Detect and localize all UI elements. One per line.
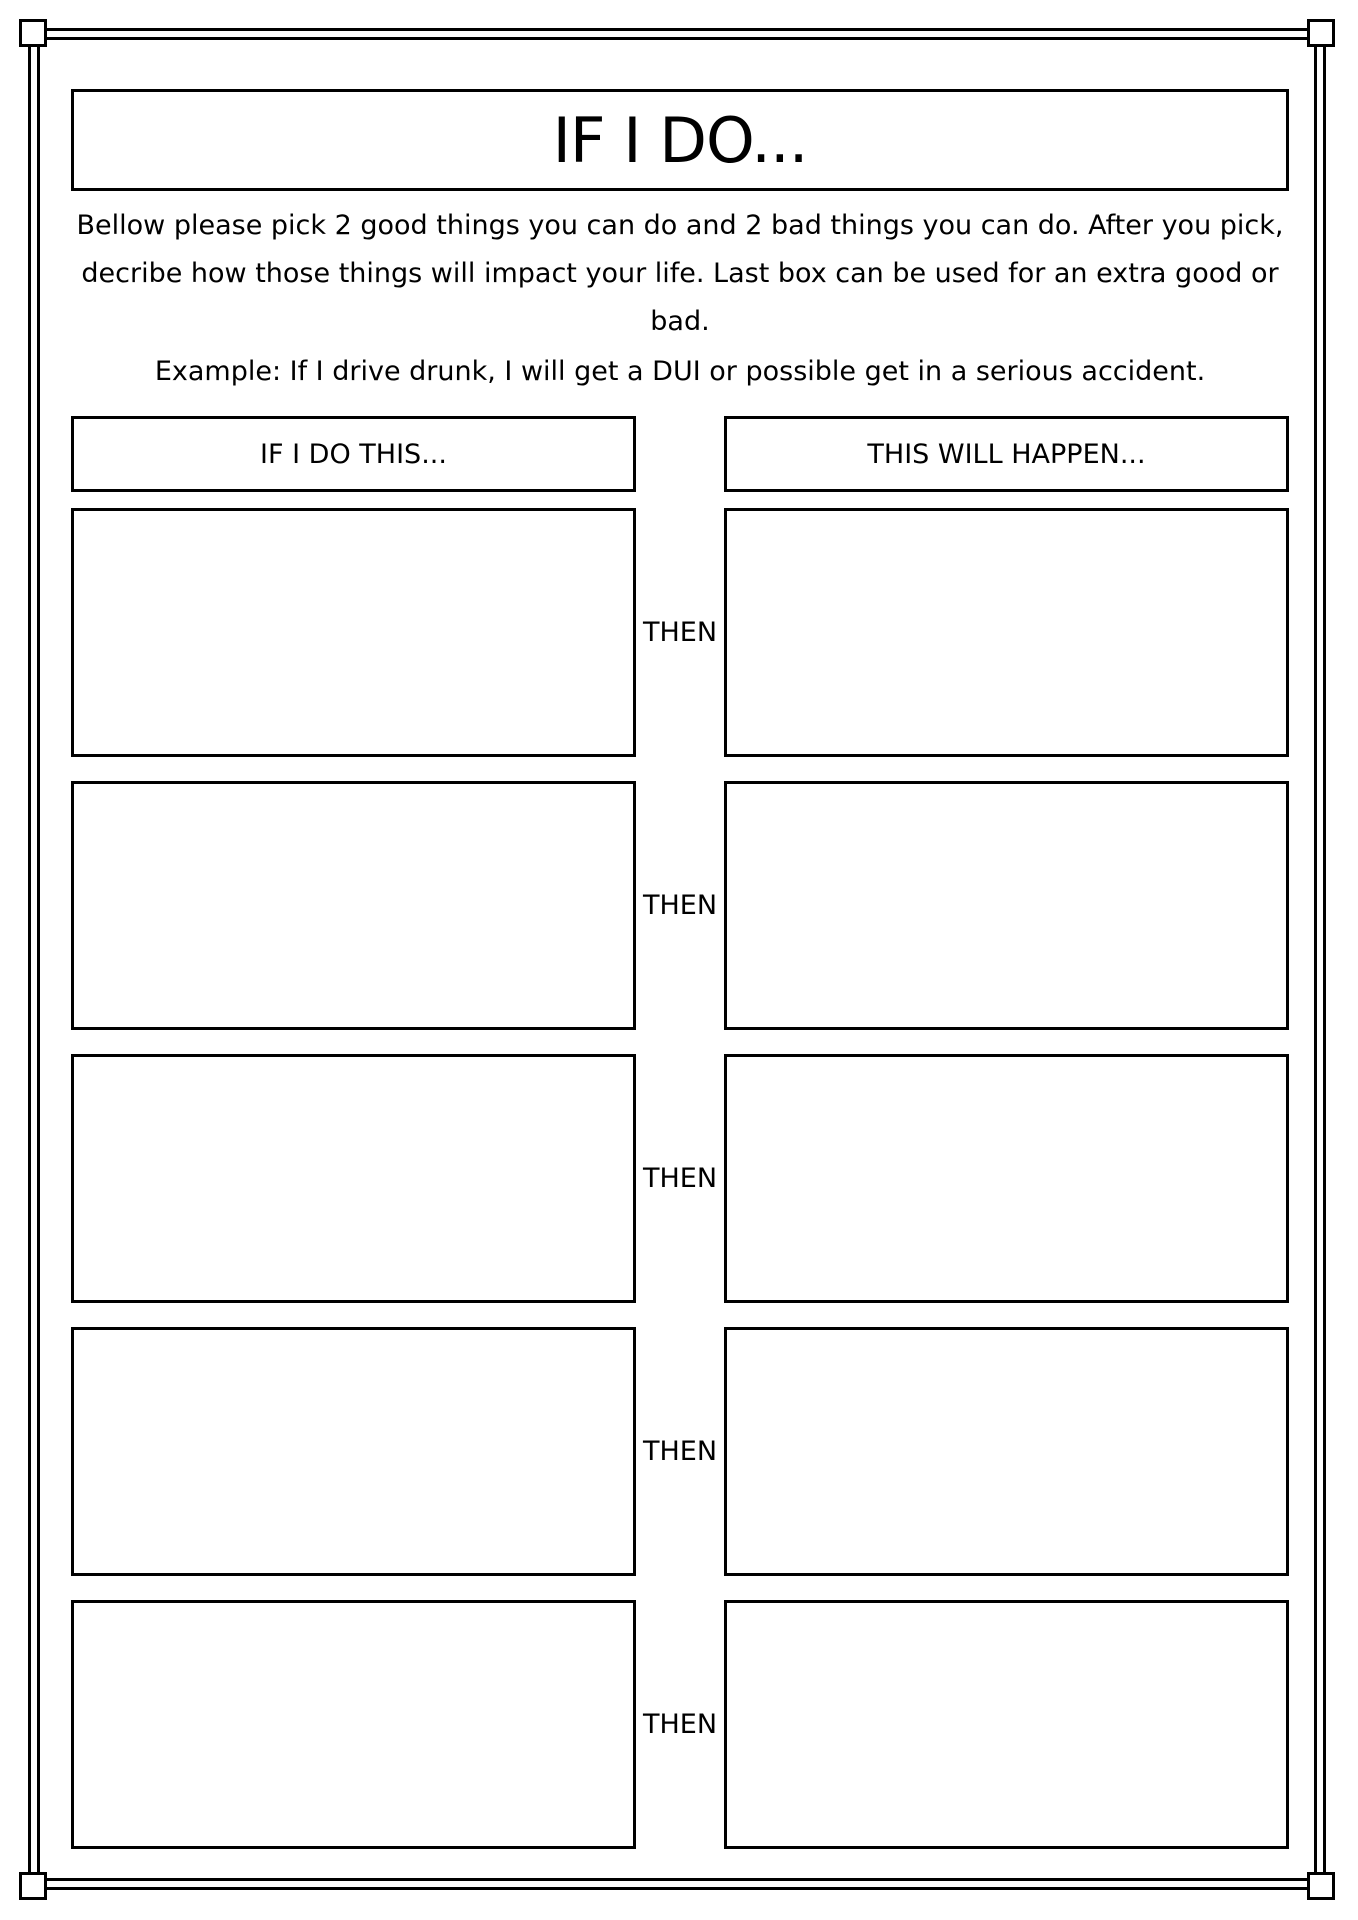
- corner-bottom-left: [19, 1872, 47, 1900]
- consequence-box-3[interactable]: [724, 1054, 1289, 1303]
- then-label-3: THEN: [642, 1163, 718, 1194]
- consequence-box-1[interactable]: [724, 508, 1289, 757]
- instructions: [71, 202, 1289, 346]
- example-text: Example: If I drive drunk, I will get a DUI or possible get in a serious accident.: [154, 356, 1206, 387]
- consequence-box-4[interactable]: [724, 1327, 1289, 1576]
- row-2: [71, 781, 1289, 1030]
- column-header-left-label: IF I DO THIS...: [260, 438, 447, 470]
- corner-bottom-right: [1307, 1872, 1335, 1900]
- row-4: [71, 1327, 1289, 1576]
- then-label-1: THEN: [642, 617, 718, 648]
- instructions-line-1: Bellow please pick 2 good things you can do and 2 bad things you can do. After you pick,: [76, 210, 1284, 241]
- consequence-box-5[interactable]: [724, 1600, 1289, 1849]
- then-label-2: THEN: [642, 890, 718, 921]
- row-3: [71, 1054, 1289, 1303]
- page-title: IF I DO...: [552, 103, 808, 177]
- column-header-if-i-do: [71, 416, 636, 492]
- row-1: [71, 508, 1289, 757]
- then-label-5: THEN: [642, 1709, 718, 1740]
- instructions-line-2: decribe how those things will impact your life. Last box can be used for an extra good or bad.: [81, 258, 1279, 337]
- action-box-1[interactable]: [71, 508, 636, 757]
- consequence-box-2[interactable]: [724, 781, 1289, 1030]
- row-5: [71, 1600, 1289, 1849]
- corner-top-left: [19, 19, 47, 47]
- column-header-right-label: THIS WILL HAPPEN...: [867, 438, 1146, 470]
- action-box-2[interactable]: [71, 781, 636, 1030]
- then-label-4: THEN: [642, 1436, 718, 1467]
- title-box: [71, 89, 1289, 191]
- action-box-5[interactable]: [71, 1600, 636, 1849]
- action-box-3[interactable]: [71, 1054, 636, 1303]
- action-box-4[interactable]: [71, 1327, 636, 1576]
- column-header-will-happen: [724, 416, 1289, 492]
- corner-top-right: [1307, 19, 1335, 47]
